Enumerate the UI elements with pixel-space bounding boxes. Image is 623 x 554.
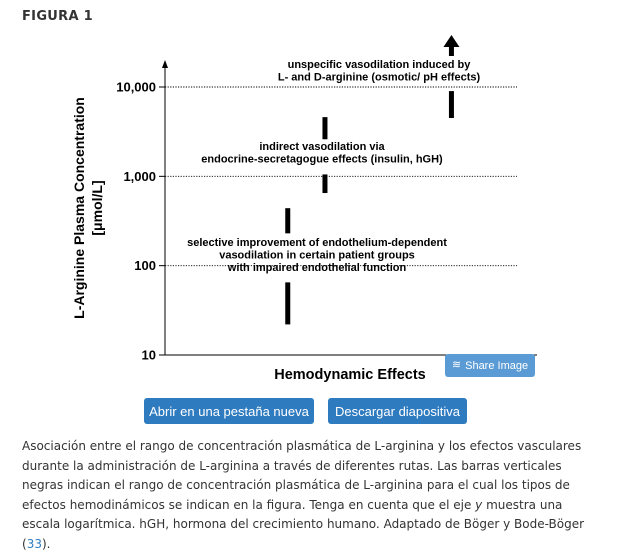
x-axis-label: Hemodynamic Effects xyxy=(274,367,426,383)
annotation-line: L- and D-arginine (osmotic/ pH effects) xyxy=(277,71,481,84)
annotation-line: unspecific vasodilation induced by xyxy=(287,59,471,71)
y-axis-label: L-Arginine Plasma Concentration xyxy=(71,97,87,319)
annotation-line: indirect vasodilation via xyxy=(259,141,385,153)
range-bar xyxy=(285,208,290,233)
figure-label: FIGURA 1 xyxy=(22,9,93,24)
open-new-tab-button[interactable]: Abrir en una pestaña nueva xyxy=(144,398,314,424)
range-bar xyxy=(449,91,454,118)
caption-text-2: muestra una escala logarítmica. hGH, hormona del crecimiento humano. Adaptado de Böger y Bode-Böger ( xyxy=(22,497,585,551)
annotation-line: selective improvement of endothelium-dependent xyxy=(187,237,447,249)
caption-text-3: ). xyxy=(41,536,51,551)
y-tick-label: 100 xyxy=(134,258,156,274)
share-image-label: Share Image xyxy=(465,359,529,372)
caption-italic: y xyxy=(475,497,483,512)
annotations xyxy=(187,59,480,274)
caption-text-1: Asociación entre el rango de concentración plasmática de L-arginina y los efectos vasculares durante la administración de L-arginina a través de diferentes rutas. Las barras verticales negras indican el rango de concentración plasmática de L-arginina para el cual los tipos de efectos hemodinámicos se indican en la figura. Tenga en cuenta que el eje xyxy=(22,439,582,512)
download-slide-button[interactable]: Descargar diapositiva xyxy=(328,398,467,424)
y-tick-label: 1,000 xyxy=(123,168,156,184)
range-bar xyxy=(285,282,290,324)
annotation-line: with impaired endothelial function xyxy=(227,262,407,274)
y-tick-label: 10 xyxy=(141,347,156,363)
range-bar xyxy=(322,117,327,139)
up-arrow-icon xyxy=(443,35,459,47)
layers-icon: ≋ xyxy=(451,359,462,371)
annotation-line: endocrine-secretagogue effects (insulin, hGH) xyxy=(201,153,443,166)
figure-caption xyxy=(22,437,602,554)
reference-link[interactable]: 33 xyxy=(26,536,42,551)
range-bar xyxy=(322,174,327,193)
y-axis-label: [μmol/L] xyxy=(89,180,105,236)
chart-axes xyxy=(162,60,537,355)
y-tick-label: 10,000 xyxy=(116,79,156,95)
annotation-line: vasodilation in certain patient groups xyxy=(219,249,415,262)
y-axis-arrowhead xyxy=(162,60,168,68)
share-image-button[interactable] xyxy=(445,354,535,377)
y-ticks xyxy=(116,80,165,363)
